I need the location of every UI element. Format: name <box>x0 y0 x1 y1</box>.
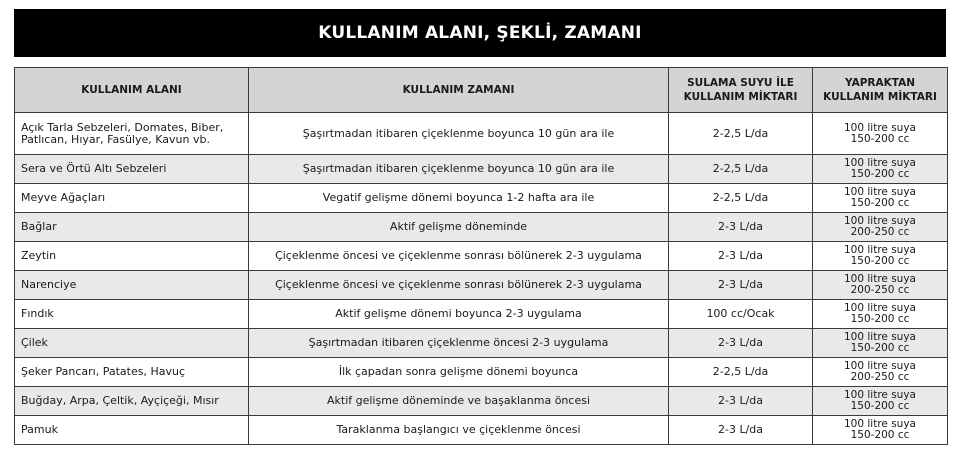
cell-time: Aktif gelişme döneminde ve başaklanma öncesi <box>249 387 669 416</box>
table-row <box>15 358 948 387</box>
area-line1: Bağlar <box>21 220 57 233</box>
area-line1: Pamuk <box>21 423 58 436</box>
cell-area <box>15 387 249 416</box>
cell-leaf <box>813 213 948 242</box>
cell-area <box>15 358 249 387</box>
cell-water: 2-3 L/da <box>669 387 813 416</box>
cell-time: Taraklanma başlangıcı ve çiçeklenme öncesi <box>249 416 669 445</box>
leaf-line1: 100 litre suya <box>844 244 916 256</box>
header-water <box>669 68 813 113</box>
area-line1: Zeytin <box>21 249 57 262</box>
cell-leaf <box>813 242 948 271</box>
cell-time: Aktif gelişme döneminde <box>249 213 669 242</box>
cell-area <box>15 271 249 300</box>
cell-water: 2-3 L/da <box>669 271 813 300</box>
header-water-line1: SULAMA SUYU İLE <box>687 77 794 89</box>
leaf-line1: 100 litre suya <box>844 157 916 169</box>
usage-table <box>14 67 948 445</box>
area-line2: Patlıcan, Hıyar, Fasülye, Kavun vb. <box>21 132 210 146</box>
leaf-line2: 150-200 cc <box>850 132 910 145</box>
leaf-line1: 100 litre suya <box>844 273 916 285</box>
leaf-line2: 200-250 cc <box>850 226 910 238</box>
cell-time: Aktif gelişme dönemi boyunca 2-3 uygulama <box>249 300 669 329</box>
header-area: KULLANIM ALANI <box>15 68 249 113</box>
leaf-line2: 200-250 cc <box>850 371 910 383</box>
cell-area <box>15 213 249 242</box>
cell-water: 2-3 L/da <box>669 416 813 445</box>
cell-time: Şaşırtmadan itibaren çiçeklenme boyunca 10 gün ara ile <box>249 113 669 155</box>
header-time: KULLANIM ZAMANI <box>249 68 669 113</box>
cell-water: 2-3 L/da <box>669 213 813 242</box>
leaf-line1: 100 litre suya <box>844 121 916 134</box>
leaf-line2: 150-200 cc <box>850 400 910 412</box>
leaf-line2: 150-200 cc <box>850 313 910 325</box>
table-header-row <box>15 68 948 113</box>
leaf-line2: 200-250 cc <box>850 284 910 296</box>
cell-leaf <box>813 271 948 300</box>
leaf-line1: 100 litre suya <box>844 360 916 372</box>
cell-time: Şaşırtmadan itibaren çiçeklenme boyunca 10 gün ara ile <box>249 155 669 184</box>
cell-water: 2-2,5 L/da <box>669 155 813 184</box>
header-leaf-line1: YAPRAKTAN <box>844 77 916 89</box>
table-row <box>15 113 948 155</box>
table-row <box>15 213 948 242</box>
header-leaf <box>813 68 948 113</box>
table-row <box>15 416 948 445</box>
area-line1: Narenciye <box>21 278 77 291</box>
cell-time: Çiçeklenme öncesi ve çiçeklenme sonrası bölünerek 2-3 uygulama <box>249 271 669 300</box>
table-row <box>15 242 948 271</box>
area-line1: Buğday, Arpa, Çeltik, Ayçiçeği, Mısır <box>21 394 219 407</box>
leaf-line2: 150-200 cc <box>850 255 910 267</box>
cell-leaf <box>813 387 948 416</box>
cell-leaf <box>813 329 948 358</box>
cell-water: 2-2,5 L/da <box>669 358 813 387</box>
leaf-line1: 100 litre suya <box>844 418 916 430</box>
header-water-line2: KULLANIM MİKTARI <box>683 91 798 103</box>
cell-time: İlk çapadan sonra gelişme dönemi boyunca <box>249 358 669 387</box>
cell-water: 2-3 L/da <box>669 329 813 358</box>
area-line1: Meyve Ağaçları <box>21 191 106 204</box>
area-line1: Açık Tarla Sebzeleri, Domates, Biber, <box>21 120 224 134</box>
cell-leaf <box>813 113 948 155</box>
cell-area <box>15 242 249 271</box>
cell-area <box>15 184 249 213</box>
leaf-line1: 100 litre suya <box>844 302 916 314</box>
table-row <box>15 271 948 300</box>
cell-area <box>15 300 249 329</box>
cell-leaf <box>813 358 948 387</box>
leaf-line2: 150-200 cc <box>850 168 910 180</box>
table-row <box>15 387 948 416</box>
cell-area <box>15 329 249 358</box>
cell-area <box>15 155 249 184</box>
page-title: KULLANIM ALANI, ŞEKLİ, ZAMANI <box>14 9 946 57</box>
cell-leaf <box>813 184 948 213</box>
leaf-line1: 100 litre suya <box>844 215 916 227</box>
cell-area <box>15 416 249 445</box>
cell-leaf <box>813 155 948 184</box>
leaf-line1: 100 litre suya <box>844 389 916 401</box>
leaf-line1: 100 litre suya <box>844 186 916 198</box>
cell-time: Çiçeklenme öncesi ve çiçeklenme sonrası bölünerek 2-3 uygulama <box>249 242 669 271</box>
cell-water: 2-2,5 L/da <box>669 113 813 155</box>
leaf-line2: 150-200 cc <box>850 342 910 354</box>
leaf-line2: 150-200 cc <box>850 197 910 209</box>
cell-time: Şaşırtmadan itibaren çiçeklenme öncesi 2-3 uygulama <box>249 329 669 358</box>
table-row <box>15 155 948 184</box>
area-line1: Şeker Pancarı, Patates, Havuç <box>21 365 186 378</box>
cell-leaf <box>813 416 948 445</box>
area-line1: Sera ve Örtü Altı Sebzeleri <box>21 162 167 175</box>
cell-area <box>15 113 249 155</box>
leaf-line2: 150-200 cc <box>850 429 910 441</box>
table-row <box>15 329 948 358</box>
cell-time: Vegatif gelişme dönemi boyunca 1-2 hafta ara ile <box>249 184 669 213</box>
leaf-line1: 100 litre suya <box>844 331 916 343</box>
cell-water: 2-3 L/da <box>669 242 813 271</box>
cell-water: 100 cc/Ocak <box>669 300 813 329</box>
area-line1: Fındık <box>21 307 54 320</box>
cell-water: 2-2,5 L/da <box>669 184 813 213</box>
area-line1: Çilek <box>21 336 48 349</box>
header-leaf-line2: KULLANIM MİKTARI <box>823 91 937 103</box>
table-row <box>15 300 948 329</box>
cell-leaf <box>813 300 948 329</box>
table-row <box>15 184 948 213</box>
